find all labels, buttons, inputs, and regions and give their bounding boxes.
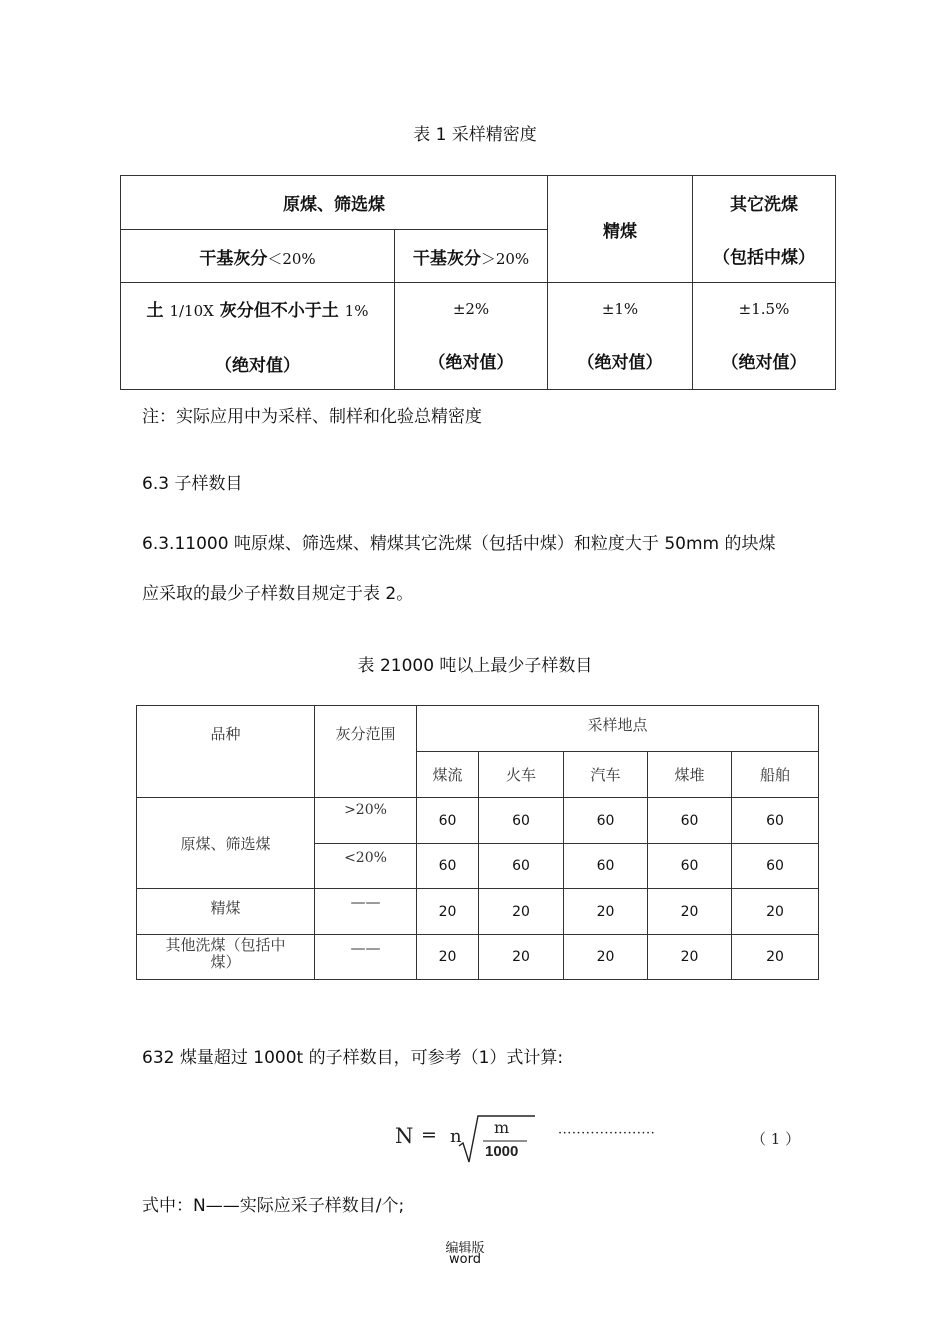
variety-cell: 其他洗煤（包括中煤） xyxy=(137,935,315,980)
subsample-table xyxy=(136,705,819,980)
formula-numerator: m xyxy=(494,1118,510,1137)
value-cell: 20 xyxy=(479,889,564,935)
high-ash-precision-value: ±2% xyxy=(452,299,490,318)
high-ash-condition: ＞20% xyxy=(480,249,530,268)
section-title: 6.3 子样数目 xyxy=(142,474,243,494)
header-low-ash xyxy=(121,230,395,283)
value-cell: 20 xyxy=(564,889,648,935)
other-precision-value: ±1.5% xyxy=(738,299,790,318)
table-row xyxy=(137,889,819,935)
table1-caption: 表 1 采样精密度 xyxy=(413,125,537,145)
ash-range-cell: —— xyxy=(315,889,417,935)
value-cell: 60 xyxy=(479,844,564,889)
value-cell: 60 xyxy=(732,844,819,889)
variety-cell: 原煤、筛选煤 xyxy=(137,798,315,889)
location-coal-pile: 煤堆 xyxy=(648,752,732,798)
paragraph-6-3-2: 632 煤量超过 1000t 的子样数目，可参考（1）式计算: xyxy=(142,1048,564,1068)
value-cell: 60 xyxy=(417,798,479,844)
header-sampling-location: 采样地点 xyxy=(417,706,819,752)
precision-formula: 1/10X xyxy=(169,302,214,320)
precision-middle-text: 灰分但不小于土 xyxy=(213,301,345,321)
formula-n: n xyxy=(450,1126,462,1147)
low-ash-precision-line xyxy=(122,296,393,321)
header-other-line2: （包括中煤） xyxy=(713,248,815,268)
abs-value-label: （绝对值） xyxy=(215,356,300,376)
header-other-line1: 其它洗煤 xyxy=(730,195,798,215)
paragraph-6-3-1-line2: 应采取的最少子样数目规定于表 2。 xyxy=(142,584,414,604)
footer-line2: word xyxy=(449,1252,481,1267)
abs-value-label: （绝对值） xyxy=(428,352,514,373)
precision-table xyxy=(120,175,836,390)
cell-low-ash-precision xyxy=(121,283,395,390)
table1-note: 注：实际应用中为采样、制样和化验总精密度 xyxy=(142,407,482,427)
low-ash-label: 干基灰分 xyxy=(199,248,268,269)
cell-other-precision xyxy=(693,283,836,390)
ash-range-cell: —— xyxy=(315,935,417,980)
formula-equation-number: （ 1 ） xyxy=(751,1130,801,1148)
formula-explanation: 式中：N——实际应采子样数目/个; xyxy=(142,1196,405,1216)
header-variety: 品种 xyxy=(137,706,315,798)
ash-range-cell: >20% xyxy=(315,798,417,844)
location-train: 火车 xyxy=(479,752,564,798)
location-ship: 船舶 xyxy=(732,752,819,798)
formula-leader-dots: ····················· xyxy=(558,1126,656,1141)
formula-denominator: 1000 xyxy=(485,1143,519,1160)
value-cell: 20 xyxy=(417,935,479,980)
paragraph-6-3-1-line1: 6.3.11000 吨原煤、筛选煤、精煤其它洗煤（包括中煤）和粒度大于 50mm 的块煤 xyxy=(142,534,776,554)
clean-precision-value: ±1% xyxy=(601,299,639,318)
header-raw-coal: 原煤、筛选煤 xyxy=(121,176,548,230)
table-row xyxy=(137,798,819,844)
value-cell: 60 xyxy=(417,844,479,889)
low-ash-condition: ＜20% xyxy=(267,249,316,268)
header-clean-coal: 精煤 xyxy=(548,176,693,283)
table2-caption: 表 21000 吨以上最少子样数目 xyxy=(357,656,593,676)
sample-count-formula xyxy=(395,1112,815,1168)
table-row xyxy=(137,935,819,980)
header-ash-range: 灰分范围 xyxy=(315,706,417,798)
cell-high-ash-precision xyxy=(395,283,548,390)
header-other-washed-coal xyxy=(693,176,836,283)
footer-line1: 编辑版 xyxy=(445,1241,485,1256)
value-cell: 60 xyxy=(479,798,564,844)
value-cell: 20 xyxy=(732,935,819,980)
value-cell: 20 xyxy=(479,935,564,980)
value-cell: 60 xyxy=(648,798,732,844)
value-cell: 60 xyxy=(564,798,648,844)
value-cell: 20 xyxy=(732,889,819,935)
ash-range-cell: <20% xyxy=(315,844,417,889)
value-cell: 20 xyxy=(648,935,732,980)
header-high-ash xyxy=(395,230,548,283)
formula-equals: = xyxy=(421,1124,437,1146)
abs-value-label: （绝对值） xyxy=(577,352,663,373)
value-cell: 20 xyxy=(648,889,732,935)
value-cell: 60 xyxy=(564,844,648,889)
precision-prefix: 土 xyxy=(146,301,170,321)
abs-value-label: （绝对值） xyxy=(721,352,807,373)
formula-lhs: N xyxy=(395,1124,414,1148)
high-ash-label: 干基灰分 xyxy=(412,248,481,269)
value-cell: 20 xyxy=(564,935,648,980)
location-truck: 汽车 xyxy=(564,752,648,798)
value-cell: 60 xyxy=(732,798,819,844)
value-cell: 60 xyxy=(648,844,732,889)
value-cell: 20 xyxy=(417,889,479,935)
precision-min-pct: 1% xyxy=(344,302,369,320)
variety-cell: 精煤 xyxy=(137,889,315,935)
cell-clean-precision xyxy=(548,283,693,390)
location-coal-stream: 煤流 xyxy=(417,752,479,798)
